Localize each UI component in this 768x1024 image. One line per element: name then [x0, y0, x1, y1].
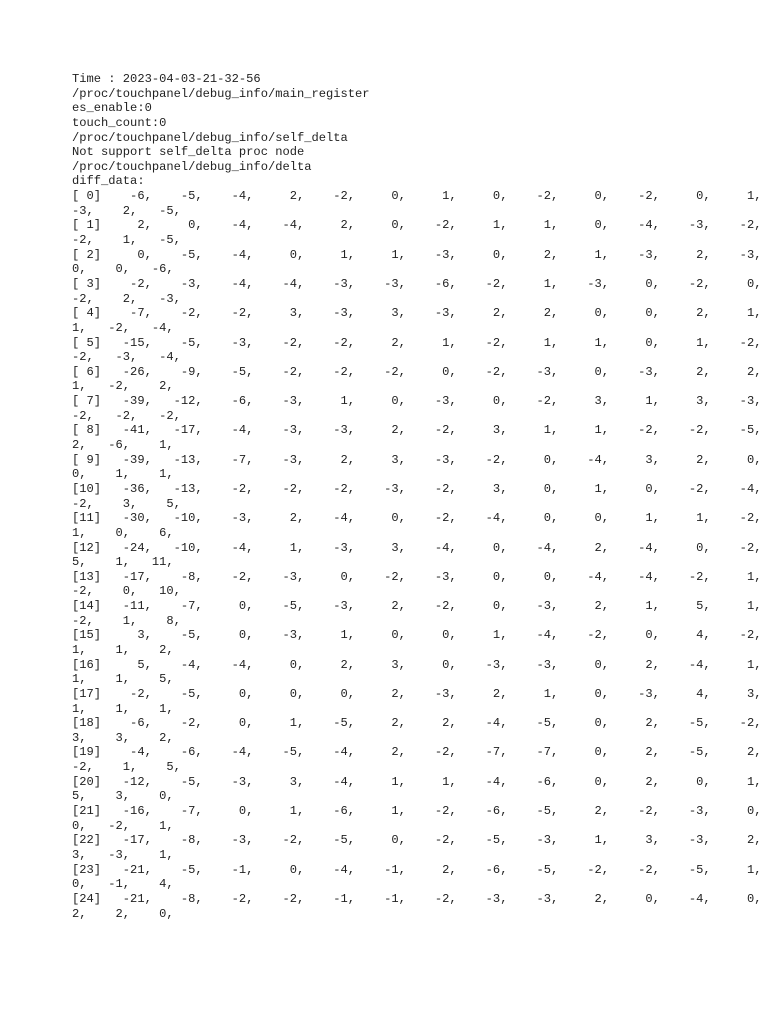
diff-row-8-wrap: 2, -6, 1, — [72, 438, 174, 453]
diff-row-15-wrap: 1, 1, 2, — [72, 642, 174, 657]
diff-row-15: [15] 3, -5, 0, -3, 1, 0, 0, 1, -4, -2, 0, 4, -2, — [72, 628, 762, 643]
diff-log-document — [72, 72, 761, 921]
diff-row-0-wrap: -3, 2, -5, — [72, 203, 181, 218]
diff-row-13-wrap: -2, 0, 10, — [72, 584, 181, 599]
diff-row-22-wrap: 3, -3, 1, — [72, 847, 174, 862]
diff-row-3: [ 3] -2, -3, -4, -4, -3, -3, -6, -2, 1, -3, 0, -2, 0, — [72, 276, 762, 291]
diff-row-22: [22] -17, -8, -3, -2, -5, 0, -2, -5, -3, 1, 3, -3, 2, — [72, 833, 762, 848]
diff-row-1-wrap: -2, 1, -5, — [72, 233, 181, 248]
main-register-path-line: /proc/touchpanel/debug_info/main_register — [72, 86, 370, 101]
diff-row-17: [17] -2, -5, 0, 0, 0, 2, -3, 2, 1, 0, -3, 4, 3, — [72, 686, 762, 701]
diff-row-6-wrap: 1, -2, 2, — [72, 379, 174, 394]
diff-row-12: [12] -24, -10, -4, 1, -3, 3, -4, 0, -4, 2, -4, 0, -2, — [72, 540, 762, 555]
diff-row-11-wrap: 1, 0, 6, — [72, 525, 174, 540]
diff-row-5: [ 5] -15, -5, -3, -2, -2, 2, 1, -2, 1, 1, 0, 1, -2, — [72, 335, 762, 350]
diff-row-21: [21] -16, -7, 0, 1, -6, 1, -2, -6, -5, 2, -2, -3, 0, — [72, 804, 762, 819]
diff-row-16: [16] 5, -4, -4, 0, 2, 3, 0, -3, -3, 0, 2, -4, 1, — [72, 657, 762, 672]
diff-row-14: [14] -11, -7, 0, -5, -3, 2, -2, 0, -3, 2, 1, 5, 1, — [72, 599, 762, 614]
diff-row-19: [19] -4, -6, -4, -5, -4, 2, -2, -7, -7, 0, 2, -5, 2, — [72, 745, 762, 760]
diff-row-4-wrap: 1, -2, -4, — [72, 320, 174, 335]
diff-row-24: [24] -21, -8, -2, -2, -1, -1, -2, -3, -3, 2, 0, -4, 0, — [72, 891, 762, 906]
diff-row-17-wrap: 1, 1, 1, — [72, 701, 174, 716]
diff-row-10-wrap: -2, 3, 5, — [72, 496, 181, 511]
diff-row-11: [11] -30, -10, -3, 2, -4, 0, -2, -4, 0, 0, 1, 1, -2, — [72, 511, 762, 526]
diff-row-13: [13] -17, -8, -2, -3, 0, -2, -3, 0, 0, -4, -4, -2, 1, — [72, 569, 762, 584]
diff-row-4: [ 4] -7, -2, -2, 3, -3, 3, -3, 2, 2, 0, 0, 2, 1, — [72, 306, 762, 321]
diff-row-2-wrap: 0, 0, -6, — [72, 262, 174, 277]
diff-row-18: [18] -6, -2, 0, 1, -5, 2, 2, -4, -5, 0, 2, -5, -2, — [72, 716, 762, 731]
diff-row-12-wrap: 5, 1, 11, — [72, 555, 174, 570]
diff-row-2: [ 2] 0, -5, -4, 0, 1, 1, -3, 0, 2, 1, -3, 2, -3, — [72, 247, 762, 262]
self-delta-path-line: /proc/touchpanel/debug_info/self_delta — [72, 130, 348, 145]
diff-row-16-wrap: 1, 1, 5, — [72, 672, 174, 687]
diff-row-18-wrap: 3, 3, 2, — [72, 730, 174, 745]
diff-row-10: [10] -36, -13, -2, -2, -2, -3, -2, 3, 0, 1, 0, -2, -4, — [72, 481, 762, 496]
diff-row-1: [ 1] 2, 0, -4, -4, 2, 0, -2, 1, 1, 0, -4, -3, -2, — [72, 218, 762, 233]
diff-row-3-wrap: -2, 2, -3, — [72, 291, 181, 306]
diff-row-7: [ 7] -39, -12, -6, -3, 1, 0, -3, 0, -2, 3, 1, 3, -3, — [72, 394, 762, 409]
diff-row-19-wrap: -2, 1, 5, — [72, 760, 181, 775]
diff-row-5-wrap: -2, -3, -4, — [72, 350, 181, 365]
diff-row-14-wrap: -2, 1, 8, — [72, 613, 181, 628]
diff-data-heading: diff_data: — [72, 174, 145, 189]
diff-row-23: [23] -21, -5, -1, 0, -4, -1, 2, -6, -5, -2, -2, -5, 1, — [72, 862, 762, 877]
diff-row-6: [ 6] -26, -9, -5, -2, -2, -2, 0, -2, -3, 0, -3, 2, 2, — [72, 364, 762, 379]
diff-row-9-wrap: 0, 1, 1, — [72, 467, 174, 482]
touch-count-line: touch_count:0 — [72, 115, 167, 130]
diff-row-21-wrap: 0, -2, 1, — [72, 818, 174, 833]
diff-row-20-wrap: 5, 3, 0, — [72, 789, 174, 804]
diff-row-7-wrap: -2, -2, -2, — [72, 408, 181, 423]
diff-row-23-wrap: 0, -1, 4, — [72, 877, 174, 892]
diff-data-rows — [72, 189, 761, 921]
not-supported-message-line: Not support self_delta proc node — [72, 145, 305, 160]
diff-row-8: [ 8] -41, -17, -4, -3, -3, 2, -2, 3, 1, 1, -2, -2, -5, — [72, 423, 762, 438]
diff-row-24-wrap: 2, 2, 0, — [72, 906, 174, 921]
delta-path-line: /proc/touchpanel/debug_info/delta — [72, 159, 312, 174]
timestamp-line: Time : 2023-04-03-21-32-56 — [72, 72, 261, 86]
diff-row-0: [ 0] -6, -5, -4, 2, -2, 0, 1, 0, -2, 0, -2, 0, 1, — [72, 189, 762, 204]
diff-row-9: [ 9] -39, -13, -7, -3, 2, 3, -3, -2, 0, -4, 3, 2, 0, — [72, 452, 762, 467]
diff-row-20: [20] -12, -5, -3, 3, -4, 1, 1, -4, -6, 0, 2, 0, 1, — [72, 774, 762, 789]
es-enable-line: es_enable:0 — [72, 101, 152, 116]
